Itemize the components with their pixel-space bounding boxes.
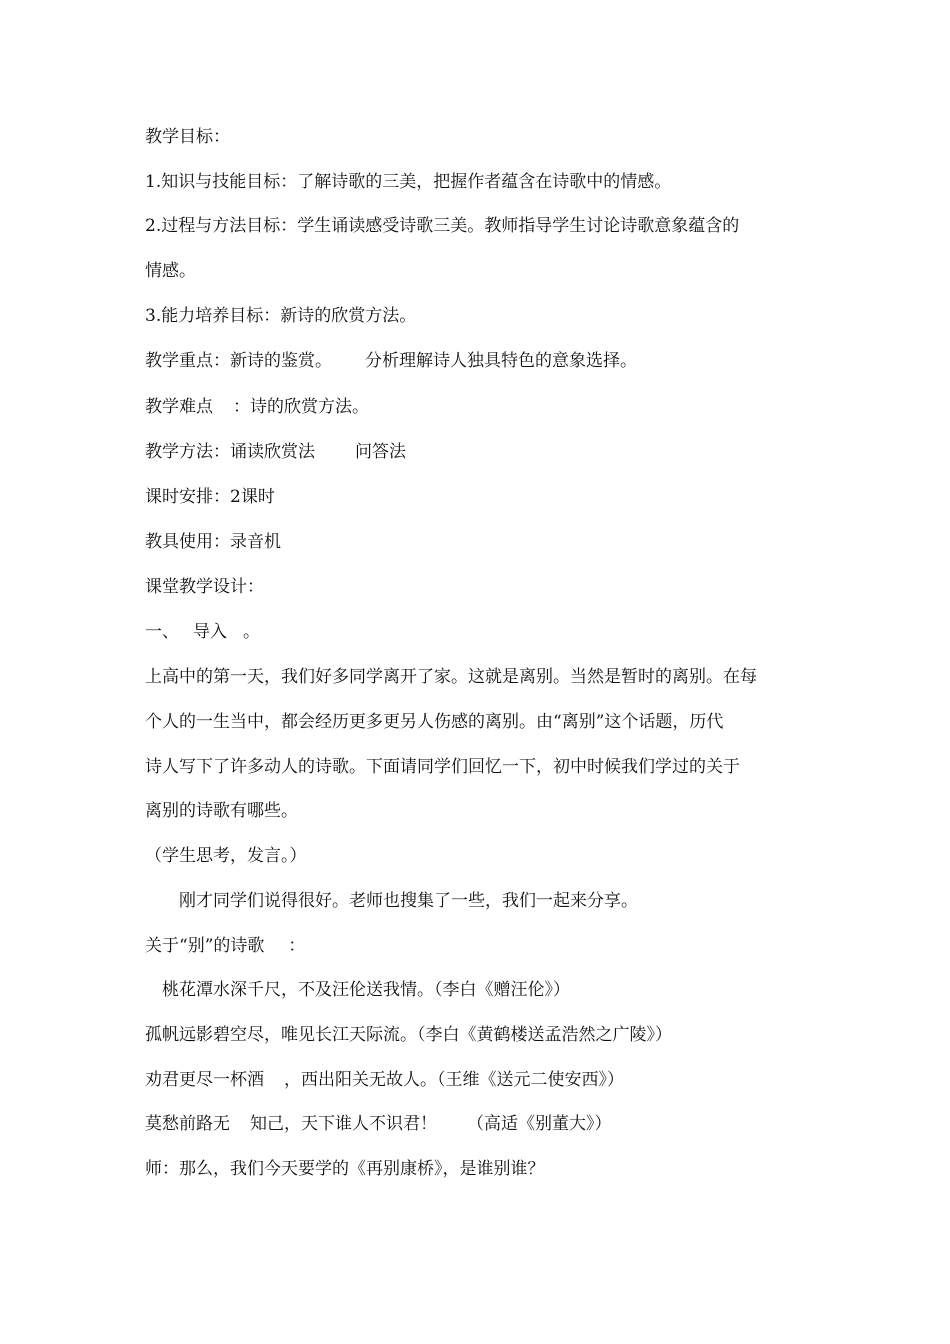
poems-heading-text: 关于“别”的诗歌 xyxy=(145,936,265,956)
heading-teaching-goals xyxy=(145,126,825,148)
focus-detail: 分析理解诗人独具特色的意象选择。 xyxy=(365,351,637,371)
poem-text-part-2: ，西出阳关无故人。（王维《送元二使安西》） xyxy=(284,1070,624,1090)
paragraph-text: 个人的一生当中，都会经历更多更另人伤感的离别。由“离别”这个话题，历代 xyxy=(145,712,724,732)
student-activity-note xyxy=(145,845,825,867)
class-design-heading xyxy=(145,576,825,598)
intro-paragraph-line-1 xyxy=(145,666,825,688)
teaching-tools xyxy=(145,531,825,553)
remark-text: 刚才同学们说得很好。老师也搜集了一些，我们一起来分享。 xyxy=(179,891,638,911)
poems-heading xyxy=(145,935,825,957)
class-hours xyxy=(145,486,825,508)
teaching-focus xyxy=(145,350,825,372)
teaching-difficulty xyxy=(145,396,825,418)
hours-text: 课时安排：2课时 xyxy=(145,487,275,507)
goal-knowledge xyxy=(145,171,825,193)
intro-paragraph-line-2 xyxy=(145,711,825,733)
poem-text-part-1: 莫愁前路无 xyxy=(145,1114,230,1134)
section-intro-heading xyxy=(145,621,825,643)
poem-text: 孤帆远影碧空尽，唯见长江天际流。（李白《黄鹤楼送孟浩然之广陵》） xyxy=(145,1025,672,1045)
paragraph-text: 离别的诗歌有哪些。 xyxy=(145,801,298,821)
heading-text: 教学目标： xyxy=(145,127,230,147)
intro-paragraph-line-4 xyxy=(145,800,825,822)
paragraph-text: 诗人写下了许多动人的诗歌。下面请同学们回忆一下，初中时候我们学过的关于 xyxy=(145,757,740,777)
goal-text: 2.过程与方法目标：学生诵读感受诗歌三美。教师指导学生讨论诗歌意象蕴含的 xyxy=(145,216,740,236)
poem-text-part-1: 劝君更尽一杯酒 xyxy=(145,1070,264,1090)
poem-source: （高适《别董大》） xyxy=(467,1114,612,1134)
goal-text: 3.能力培养目标：新诗的欣赏方法。 xyxy=(145,306,417,326)
goal-text: 情感。 xyxy=(145,261,196,281)
poem-line-song-yuan-er xyxy=(145,1069,825,1091)
poem-text-part-2: 知己，天下谁人不识君！ xyxy=(250,1114,437,1134)
paragraph-text: 上高中的第一天，我们好多同学离开了家。这就是离别。当然是暂时的离别。在每 xyxy=(145,667,757,687)
difficulty-detail: ：诗的欣赏方法。 xyxy=(233,397,369,417)
poem-text: 桃花潭水深千尺，不及汪伦送我情。（李白《赠汪伦》） xyxy=(162,980,570,1000)
teaching-method xyxy=(145,441,825,463)
teacher-remark xyxy=(179,890,859,912)
section-title: 导入 xyxy=(193,622,227,642)
focus-label: 教学重点：新诗的鉴赏。 xyxy=(145,351,332,371)
note-text: （学生思考，发言。） xyxy=(145,846,307,866)
intro-paragraph-line-3 xyxy=(145,756,825,778)
goal-process-line-1 xyxy=(145,215,825,237)
tools-text: 教具使用：录音机 xyxy=(145,532,281,552)
teacher-question xyxy=(145,1158,825,1180)
method-detail: 问答法 xyxy=(355,442,406,462)
method-label: 教学方法：诵读欣赏法 xyxy=(145,442,315,462)
poem-line-bie-dongda xyxy=(145,1113,825,1135)
difficulty-label: 教学难点 xyxy=(145,397,213,417)
goal-process-line-2 xyxy=(145,260,825,282)
design-text: 课堂教学设计： xyxy=(145,577,264,597)
goal-ability xyxy=(145,305,825,327)
poem-line-zeng-wanglun xyxy=(162,979,842,1001)
goal-text: 1.知识与技能目标：了解诗歌的三美，把握作者蕴含在诗歌中的情感。 xyxy=(145,172,672,192)
section-period: 。 xyxy=(243,622,260,642)
section-number: 一、 xyxy=(145,622,179,642)
poem-line-huanghelou xyxy=(145,1024,825,1046)
question-text: 师：那么，我们今天要学的《再别康桥》，是谁别谁？ xyxy=(145,1159,545,1179)
poems-heading-colon: ： xyxy=(288,936,306,956)
